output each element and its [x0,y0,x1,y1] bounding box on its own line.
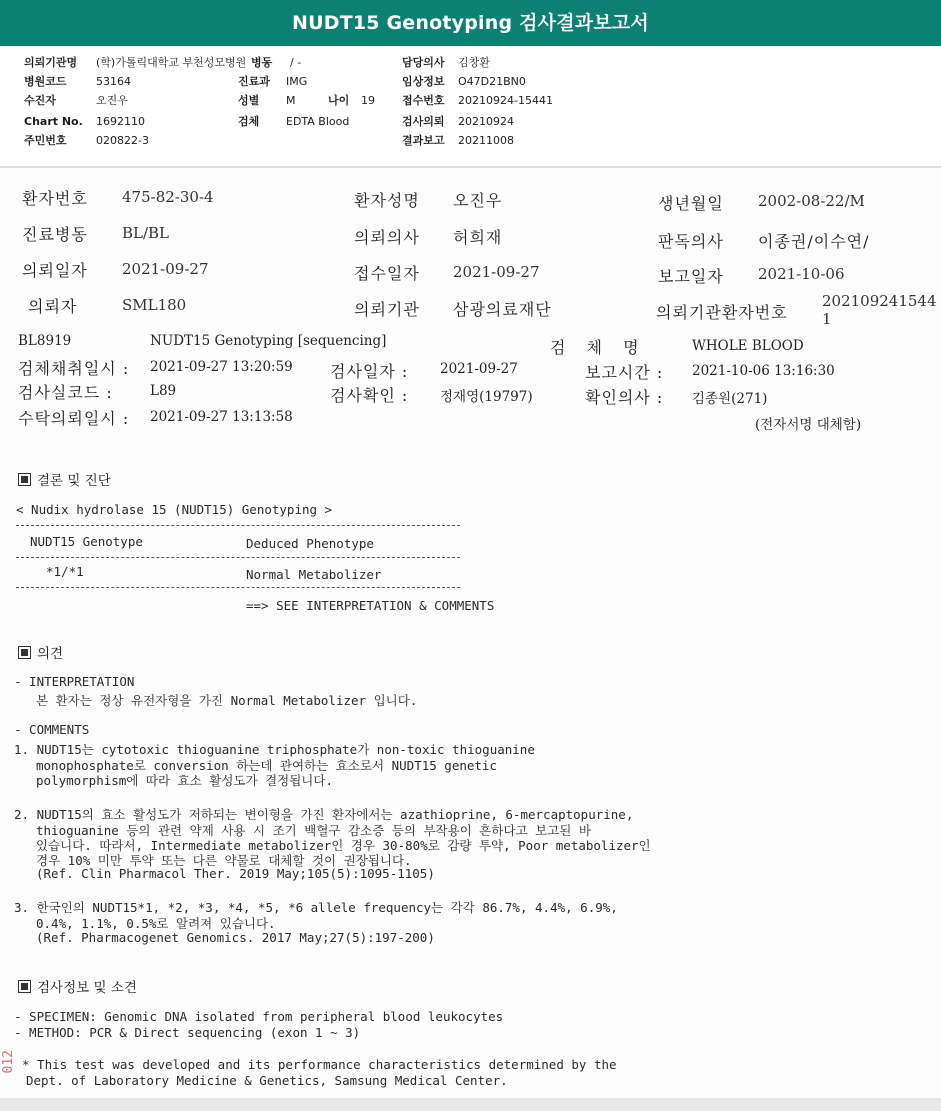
opinion-heading [18,642,63,662]
footnote-line1: * This test was developed and its performance characteristics determined by the [22,1057,617,1072]
requester-label: 의뢰자 [28,297,78,316]
confirm-label: 검사확인 : [330,386,409,405]
chart-value: 1692110 [96,115,145,128]
doctor-label: 담당의사 [402,56,445,69]
read-doctor: 이종권/이수연/ [758,232,870,251]
code-label: 병원코드 [24,75,67,88]
consign-time: 2021-09-27 13:13:58 [150,409,293,425]
test-info-heading [18,976,137,996]
interpretation-heading: - INTERPRETATION [14,674,135,689]
dashed-rule [16,525,460,526]
inst-patient-no-line1: 202109241544 [822,292,937,310]
comment-2-line4: 경우 10% 미만 투약 또는 다른 약물로 대체할 것이 권장됩니다. [36,853,412,868]
test-code: BL8919 [18,333,72,349]
comment-3-line2: 0.4%, 1.1%, 0.5%로 알려져 있습니다. [36,916,276,931]
inst-patient-no-line2: 1 [822,310,832,328]
specimen-name-label: 검 체 명 [550,338,647,357]
rep-date-label: 보고일자 [658,267,724,286]
dob: 2002-08-22/M [758,192,865,210]
institution: 삼광의료재단 [453,300,552,319]
consign-label: 수탁의뢰일시 : [18,409,130,428]
report-meta [0,52,941,164]
clinical-label: 임상정보 [402,75,445,88]
comment-2-line2: thioguanine 등의 관련 약제 사용 시 조기 백혈구 감소증 등의 부작용이 흔하다고 보고된 바 [36,823,591,838]
age-label: 나이 [328,94,350,107]
req-doctor-label: 의뢰의사 [354,228,420,247]
rrn-label: 주민번호 [24,134,67,147]
patient-name-label: 환자성명 [354,191,420,210]
patient-value: 오진우 [96,94,128,107]
dashed-rule [16,587,460,588]
hospital-value: (학)가톨릭대학교 부천성모병원 [96,56,247,69]
req-date: 2021-09-27 [122,260,209,278]
clinical-value: O47D21BN0 [458,75,526,88]
collect-time: 2021-09-27 13:20:59 [150,359,293,375]
chart-label: Chart No. [24,115,83,128]
patient-no-label: 환자번호 [22,189,88,208]
col-genotype: NUDT15 Genotype [30,534,143,549]
method-info: - METHOD: PCR & Direct sequencing (exon 1 ~ 3) [14,1025,361,1040]
req-doctor: 허희재 [453,228,503,247]
comment-2-ref: (Ref. Clin Pharmacol Ther. 2019 May;105(5):1095-1105) [36,866,435,881]
conclusion-heading [18,469,111,489]
comment-1-line2: monophosphate로 conversion 하는데 관여하는 효소로서 NUDT15 genetic [36,758,497,773]
hospital-label: 의뢰기관명 [24,56,78,69]
phenotype-value: Normal Metabolizer [246,567,382,582]
specimen-name: WHOLE BLOOD [692,338,804,354]
confirm-doctor-label: 확인의사 : [585,388,664,407]
rep-date: 2021-10-06 [758,265,845,283]
see-interpretation: ==> SEE INTERPRETATION & COMMENTS [246,598,495,613]
section-square-icon [18,473,31,486]
age-value: 19 [361,94,375,107]
section-square-icon [18,980,31,993]
opinion-heading-text: 의견 [37,646,64,662]
doctor-value: 김창환 [458,56,490,69]
comment-2-line3: 있습니다. 따라서, Intermediate metabolizer인 경우 30-80%로 감량 투약, Poor metabolizer인 [36,838,651,853]
dob-label: 생년월일 [658,194,724,213]
confirm: 정재영(19797) [440,389,533,405]
sex-label: 성별 [238,94,260,107]
test-date: 2021-09-27 [440,361,518,377]
patient-name: 오진우 [453,191,503,210]
bottom-edge [0,1098,941,1111]
institution-label: 의뢰기관 [354,300,420,319]
specimen-info: - SPECIMEN: Genomic DNA isolated from peripheral blood leukocytes [14,1009,504,1024]
scanned-report [0,168,941,1111]
code-value: 53164 [96,75,131,88]
ward-label-2: 진료병동 [22,225,88,244]
genotyping-subtitle: < Nudix hydrolase 15 (NUDT15) Genotyping > [16,502,333,517]
genotype-value: *1/*1 [46,564,84,579]
comments-heading: - COMMENTS [14,722,90,737]
comment-3-line1: 3. 한국인의 NUDT15*1, *2, *3, *4, *5, *6 allele frequency는 각각 86.7%, 4.4%, 6.9%, [14,900,618,915]
col-phenotype: Deduced Phenotype [246,536,374,551]
dept-label: 진료과 [238,75,270,88]
rec-date-label: 접수일자 [354,264,420,283]
dept-value: IMG [286,75,308,88]
comment-2-line1: 2. NUDT15의 효소 활성도가 저하되는 변이형을 가진 환자에서는 azathioprine, 6-mercaptopurine, [14,807,634,822]
conclusion-heading-text: 결론 및 진단 [37,473,111,489]
specimen-value: EDTA Blood [286,115,350,128]
report-time-label: 보고시간 : [585,363,664,382]
ward-label: 병동 [251,56,273,69]
read-doctor-label: 판독의사 [658,232,724,251]
report-date-value: 20211008 [458,134,514,147]
dashed-rule [16,557,460,558]
test-info-heading-text: 검사정보 및 소견 [37,980,137,996]
report-date-label: 결과보고 [402,134,445,147]
request-value: 20210924 [458,115,514,128]
page-number-stamp: 012 [1,1050,16,1074]
requester: SML180 [122,296,187,314]
receipt-value: 20210924-15441 [458,94,553,107]
comment-1-line1: 1. NUDT15는 cytotoxic thioguanine triphosphate가 non-toxic thioguanine [14,742,535,757]
req-date-label: 의뢰일자 [22,261,88,280]
sex-value: M [286,94,296,107]
specimen-label: 검체 [238,115,260,128]
comment-1-line3: polymorphism에 따라 효소 활성도가 결정됩니다. [36,773,333,788]
collect-label: 검체채취일시 : [18,359,130,378]
test-name: NUDT15 Genotyping [sequencing] [150,333,387,349]
lab-code: L89 [150,383,177,399]
rrn-value: 020822-3 [96,134,149,147]
esign-note: (전자서명 대체함) [755,417,862,433]
patient-no: 475-82-30-4 [122,188,214,206]
lab-code-label: 검사실코드 : [18,383,113,402]
confirm-doctor: 김종원(271) [692,391,768,407]
request-label: 검사의뢰 [402,115,445,128]
patient-label: 수진자 [24,94,56,107]
ward-value: / - [290,56,302,69]
test-date-label: 검사일자 : [330,362,409,381]
footnote-line2: Dept. of Laboratory Medicine & Genetics, Samsung Medical Center. [26,1073,508,1088]
receipt-label: 접수번호 [402,94,445,107]
report-title: NUDT15 Genotyping 검사결과보고서 [0,0,941,46]
inst-patient-no-label: 의뢰기관환자번호 [656,303,788,322]
report-time: 2021-10-06 13:16:30 [692,363,835,379]
rec-date: 2021-09-27 [453,263,540,281]
interpretation-text: 본 환자는 정상 유전자형을 가진 Normal Metabolizer 입니다. [36,693,418,708]
ward: BL/BL [122,224,170,242]
comment-3-ref: (Ref. Pharmacogenet Genomics. 2017 May;27(5):197-200) [36,930,435,945]
section-square-icon [18,646,31,659]
